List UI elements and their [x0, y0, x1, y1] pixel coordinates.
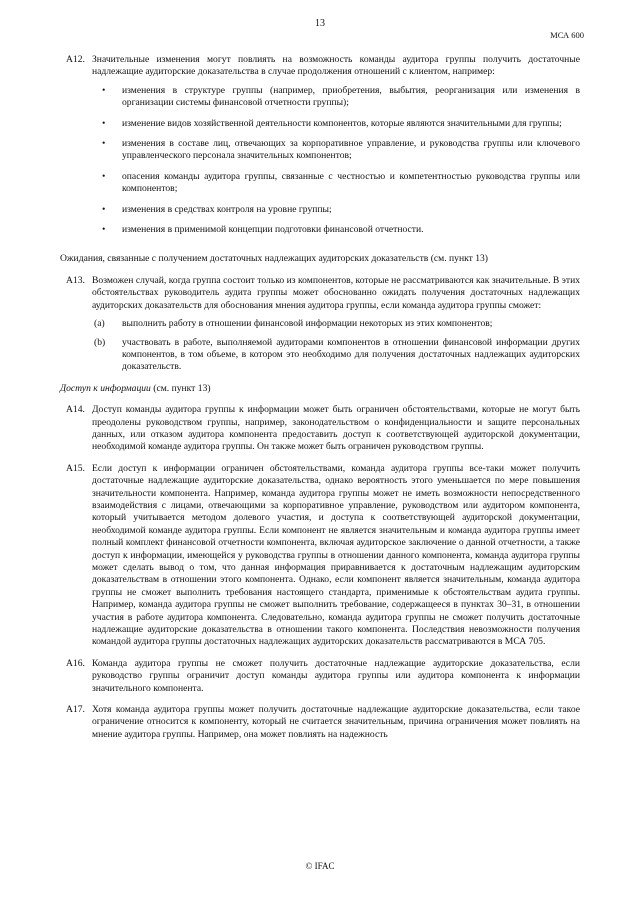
list-item: • изменения в применимой концепции подготовки финансовой отчетности. [92, 224, 580, 236]
section-heading-access [60, 383, 580, 395]
item-label: (b) [94, 336, 106, 348]
paragraph-a16 [60, 658, 580, 695]
list-item [92, 337, 580, 374]
paragraph-text: Если доступ к информации ограничен обстоятельствами, команда аудитора группы все-таки может получить достаточные надлежащие аудиторские доказательства, однако вероятность этого уменьшается по мере повышения значительности компонента. Например, команда аудитора группы может не иметь возможности непосредственного взаимодействия с лицами, отвечающими за корпоративное управление, руководством или аудитором компонента, который учитывается методом долевого участия, и доступа к соответствующей аудиторской документации, необходимой команде аудитора группы. Если компонент не является значительным и команда аудитора группы имеет полный комплект финансовой отчетности компонента, включая аудиторское заключение о данной отчетности, а также доступ к информации, имеющейся у руководства группы в отношении данного компонента, команда аудитора группы может сделать вывод о том, что данная информация приравнивается к достаточным надлежащим аудиторским доказательствам в отношении этого компонента. Однако, если компонент является значительным, команда аудитора группы не сможет выполнить требования настоящего стандарта, применимые к обстоятельствам аудита группы. Например, команда аудитора группы не сможет выполнить требование, содержащееся в пунктах 30–31, в отношении участия в работе аудитора компонента. Следовательно, команда аудитора группы не сможет получить достаточные надлежащие аудиторские доказательства в отношении такого компонента. Последствия невозможности получения командой аудитора группы достаточных надлежащих аудиторских доказательств рассматриваются в МСА 705. [92, 462, 580, 648]
bullet-list [92, 85, 580, 237]
list-item: • изменение видов хозяйственной деятельности компонентов, которые являются значительными для группы; [92, 118, 580, 130]
list-item [92, 318, 580, 330]
heading-reference: (см. пункт 13) [150, 382, 211, 394]
page-number: 13 [315, 18, 325, 29]
list-item: • опасения команды аудитора группы, связанные с честностью и компетентностью руководства группы или компонентов; [92, 171, 580, 196]
paragraph-number: A16. [66, 657, 85, 669]
paragraph-number: A15. [66, 462, 85, 474]
paragraph-text: Команда аудитора группы не сможет получить достаточные надлежащие аудиторские доказательства, если руководство группы ограничит доступ команды аудитора группы или аудитора компонента к информации значительного компонента. [92, 657, 580, 694]
paragraph-a15 [60, 463, 580, 649]
list-item: • изменения в структуре группы (например, приобретения, выбытия, реорганизация или изменения в организации системы финансовой отчетности группы); [92, 85, 580, 110]
paragraph-number: A17. [66, 704, 85, 716]
bullet-icon: • [102, 84, 106, 96]
list-item: • изменения в средствах контроля на уровне группы; [92, 204, 580, 216]
item-text: выполнить работу в отношении финансовой информации некоторых из этих компонентов; [122, 318, 493, 330]
paragraph-a13 [60, 275, 580, 374]
bullet-icon: • [102, 117, 106, 129]
bullet-icon: • [102, 224, 106, 236]
paragraph-a14 [60, 404, 580, 454]
paragraph-text: Хотя команда аудитора группы может получить достаточные надлежащие аудиторские доказательства, если такое ограничение относится к компоненту, который не считается значительным, причина ограничения может повлиять на мнение аудитора группы. Например, она может повлиять на надежность [92, 704, 580, 740]
paragraph-text: Доступ команды аудитора группы к информации может быть ограничен обстоятельствами, которые не могут быть преодолены руководством группы, например, законодательством о конфиденциальности и защите персональных данных, или отказом аудитора компонента предоставить доступ к соответствующей аудиторской документации, необходимой команде аудитора группы. Он также может быть ограничен руководством группы. [92, 404, 580, 453]
section-heading-expectations: Ожидания, связанные с получением достаточных надлежащих аудиторских доказательств (см. пункт 13) [60, 253, 488, 265]
heading-italic-part: Доступ к информации [60, 382, 151, 394]
item-label: (a) [94, 318, 105, 330]
list-item: • изменения в составе лиц, отвечающих за корпоративное управление, и руководства группы или ключевого управленческого персонала значительных компонентов; [92, 138, 580, 163]
paragraph-text: Значительные изменения могут повлиять на возможность команды аудитора группы получить достаточные надлежащие аудиторские доказательства в случае продолжения отношений с клиентом, например: [92, 54, 580, 78]
paragraph-a12 [60, 54, 580, 244]
paragraph-text: Возможен случай, когда группа состоит только из компонентов, которые не рассматриваются как значительные. В этих обстоятельствах руководитель аудита группы может обоснованно ожидать получения достаточных надлежащих аудиторских доказательств для обоснования мнения аудитора группы, если команда аудитора группы сможет: [92, 274, 580, 311]
paragraph-number: A14. [66, 404, 85, 416]
item-text: участвовать в работе, выполняемой аудиторами компонентов в отношении финансовой информации других компонентов, в том объеме, в котором это необходимо для получения достаточных надлежащих аудиторских доказательств. [122, 336, 580, 373]
document-body [60, 54, 580, 750]
bullet-icon: • [102, 170, 106, 182]
bullet-icon: • [102, 138, 106, 150]
paragraph-a17 [60, 704, 580, 741]
bullet-icon: • [102, 203, 106, 215]
copyright-footer: © IFAC [305, 861, 335, 871]
paragraph-number: A12. [66, 54, 85, 65]
paragraph-number: A13. [66, 274, 85, 286]
standard-label: МСА 600 [550, 30, 584, 40]
